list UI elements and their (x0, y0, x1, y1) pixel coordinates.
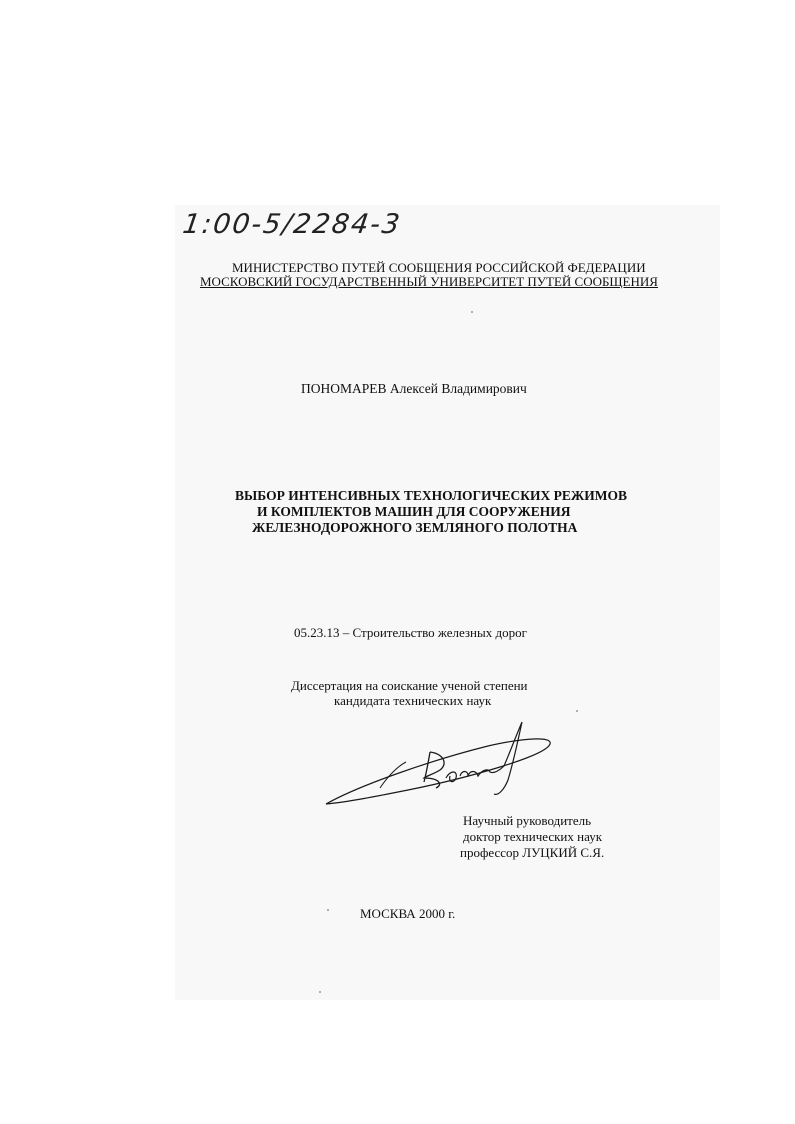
scan-speck (327, 909, 329, 911)
author-signature (318, 716, 558, 816)
degree-line-2: кандидата технических наук (334, 693, 492, 708)
specialty-code: 05.23.13 – Строительство железных дорог (294, 625, 527, 640)
ministry-name: МИНИСТЕРСТВО ПУТЕЙ СООБЩЕНИЯ РОССИЙСКОЙ ФЕДЕРАЦИИ (232, 260, 646, 275)
city-and-year: МОСКВА 2000 г. (360, 906, 456, 921)
supervisor-name: профессор ЛУЦКИЙ С.Я. (460, 845, 605, 860)
supervisor-degree: доктор технических наук (463, 829, 603, 844)
degree-line-1: Диссертация на соискание ученой степени (291, 678, 528, 693)
scan-speck (471, 311, 473, 313)
dissertation-title-line-2: И КОМПЛЕКТОВ МАШИН ДЛЯ СООРУЖЕНИЯ (257, 504, 571, 519)
dissertation-title-line-1: ВЫБОР ИНТЕНСИВНЫХ ТЕХНОЛОГИЧЕСКИХ РЕЖИМОВ (235, 488, 628, 503)
author-name: ПОНОМАРЕВ Алексей Владимирович (301, 381, 527, 396)
scan-speck (319, 991, 321, 993)
scanned-page-area (175, 205, 720, 1000)
handwritten-registration-number: 1:00-5/2284-3 (180, 209, 404, 240)
dissertation-title-line-3: ЖЕЛЕЗНОДОРОЖНОГО ЗЕМЛЯНОГО ПОЛОТНА (252, 520, 578, 535)
supervisor-label: Научный руководитель (463, 813, 592, 828)
scan-speck (576, 710, 578, 712)
university-name: МОСКОВСКИЙ ГОСУДАРСТВЕННЫЙ УНИВЕРСИТЕТ ПУТЕЙ СООБЩЕНИЯ (200, 274, 658, 289)
